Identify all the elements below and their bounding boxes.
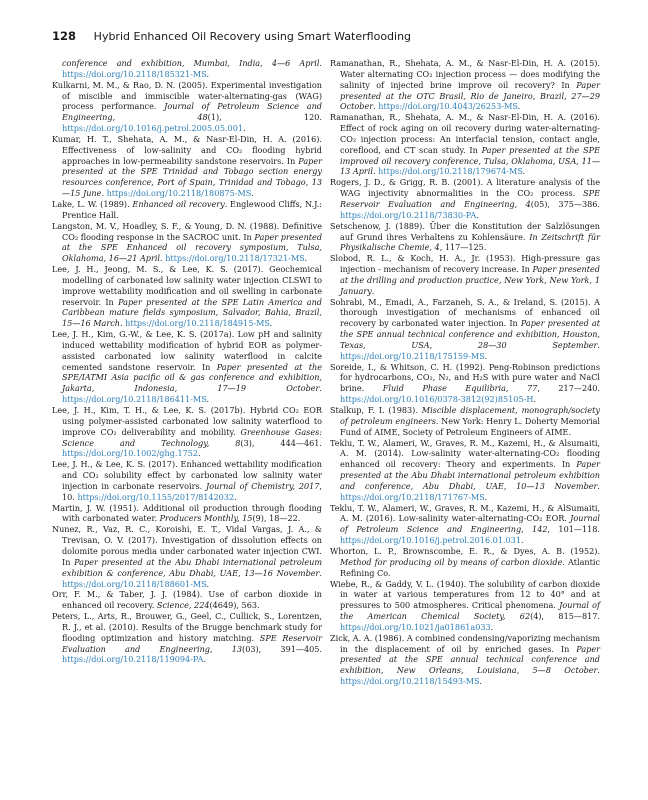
reference-text: . (533, 394, 536, 405)
reference-entry (52, 459, 322, 502)
reference-source: Paper presented at the SPE Enhanced oil recovery symposium, Tulsa, Oklahoma, 16—21 April (62, 231, 323, 264)
reference-text: . (120, 318, 126, 329)
reference-text: . (319, 383, 322, 394)
reference-text: Kulkarni, M. M., & Rao, D. N. (2005). Experimental investigation of miscible and immiscible water-alternating-gas (WAG) process performance. (52, 79, 322, 112)
reference-text: . (373, 101, 379, 112)
reference-text: . (597, 480, 600, 491)
reference-text: . (206, 394, 210, 405)
reference-text: Lee, J. H., & Lee, K. S. (2017). Enhanced wettability modification and CO₂ solubility effect by carbonated low salinity water injection in carbonate reservoirs. (52, 459, 322, 491)
reference-entry (330, 362, 600, 405)
references-right-column (330, 58, 600, 687)
reference-source: Paper presented at the SPE annual technical conference and exhibition, Houston, Texas, USA, 28—30 September (340, 318, 600, 350)
reference-entry (330, 546, 600, 579)
reference-entry (330, 503, 600, 546)
reference-text: Kumar, H. T., Shehata, A. M., & Nasr-El-Din, H. A. (2016). Effectiveness of low-salinity and CO₂ flooding hybrid approaches in low-permeability sandstone reservoirs. In (52, 133, 322, 166)
book-title: Hybrid Enhanced Oil Recovery using Smart Waterflooding (93, 30, 412, 43)
reference-text: . (522, 166, 526, 177)
reference-source: Paper presented at the drilling and production practice, New York, New York, 1 January (340, 264, 600, 296)
reference-source: In Zeitschrift für Physikalische Chemie, 4 (340, 231, 600, 253)
reference-text: (03), 391—405. (242, 643, 322, 654)
reference-source: Greenhouse Gases: Science and Technology, 8 (62, 426, 322, 448)
reference-source: Miscible displacement, monograph/society of petroleum engineers (340, 405, 601, 426)
reference-text: (3), 444—461. (240, 437, 322, 448)
doi-link[interactable]: https://doi.org/10.1002/ghg.1752 (62, 448, 199, 459)
reference-entry (330, 405, 600, 438)
reference-text: Ramanathan, R., Shehata, A. M., & Nasr-El-Din, H. A. (2016). Effect of rock aging on oil recovery during water-alternating-CO₂ injection process: An interfacial tension, contact angle, coreflood, and CT scan study. In (330, 112, 600, 155)
reference-source: Journal of the American Chemical Society, 62 (340, 600, 600, 622)
reference-entry (330, 633, 600, 687)
reference-text: . (251, 188, 254, 199)
reference-source: Paper presented at the OTC Brasil, Rio de Janeiro, Brazil, 27—29 October (340, 79, 600, 112)
doi-link[interactable]: https://doi.org/10.4043/26253-MS (378, 101, 518, 112)
doi-link[interactable]: https://doi.org/10.1016/0378-3812(92)85105-H (340, 394, 534, 405)
reference-text: . (304, 253, 308, 264)
reference-text: Teklu, T. W., Alameri, W., Graves, R. M., Kazemi, H., & Alsumaiti, A. M. (2014). Low-salinity water-alternating-CO₂ flooding enhanced oil recovery: Theory and experiments. In (330, 437, 600, 470)
doi-link[interactable]: https://doi.org/10.2118/180875-MS (106, 188, 252, 199)
reference-text: Soreide, I., & Whitson, C. H. (1992). Peng-Robinson predictions for hydrocarbons, CO₂, N₂, and H₂S with pure water and NaCl brine. (330, 361, 600, 394)
reference-text: Martin, J. W. (1951). Additional oil production through flooding with carbonated water. (52, 502, 322, 524)
reference-entry (52, 221, 322, 264)
reference-text: . (476, 209, 479, 220)
reference-source: SPE Reservoir Evaluation and Engineering, 4 (340, 188, 600, 209)
reference-text: , 101—118. (547, 524, 600, 535)
reference-text: Lee, J. H., Jeong, M. S., & Lee, K. S. (2017). Geochemical modelling of carbonated low salinity water injection CLSWI to improve wettability modification and oil swelling in carbonate reservoir. In (52, 264, 322, 307)
doi-link[interactable]: https://doi.org/10.2118/185321-MS (62, 68, 207, 79)
doi-link[interactable]: https://doi.org/10.1016/j.petrol.2005.05.001 (62, 123, 243, 134)
page-number: 128 (52, 29, 77, 43)
reference-text: Lee, J. H., Kim, T. H., & Lee, K. S. (2017b). Hybrid CO₂ EOR using polymer-assisted carbonated low salinity waterflood to improve CO₂ deliverability and mobility. (52, 405, 322, 437)
reference-text: Orr, F. M., & Taber, J. J. (1984). Use of carbon dioxide in enhanced oil recovery. (52, 589, 322, 611)
reference-text: . (243, 123, 246, 134)
reference-text: . (372, 166, 379, 177)
reference-source: Paper presented at the SPE Trinidad and Tobago section energy resources conference, Port of Spain, Trinidad and Tobago, 13—15 June (62, 155, 322, 199)
reference-text: , 10. (62, 480, 322, 502)
reference-entry (52, 503, 322, 525)
reference-text: (4), 815—817. (530, 611, 600, 622)
reference-entry (330, 177, 600, 220)
reference-entry (52, 589, 322, 611)
reference-text: Zick, A. A. (1986). A combined condensing/vaporizing mechanism in the displacement of oil by enriched gases. In (330, 632, 600, 654)
reference-entry (52, 611, 322, 665)
reference-text: . (206, 68, 210, 79)
reference-text: Slobod, R. L., & Koch, H. A., Jr. (1953). High-pressure gas injection - mechanism of recovery increase. In (330, 253, 600, 275)
reference-entry (52, 264, 322, 329)
reference-source: Paper presented at the SPE Latin America and Caribbean mature fields symposium, Salvador, Bahia, Brazil, 15—16 March (62, 296, 322, 329)
reference-source: SPE Reservoir Evaluation and Engineering, 13 (62, 632, 322, 654)
reference-entry (330, 253, 600, 296)
reference-text: . (206, 578, 210, 589)
reference-text: Nunez, R., Vaz, R. C., Koroishi, E. T., Vidal Vargas, J. A., & Trevisan, O. V. (2017). Investigation of dissolution effects on dolomite porous media under carbonated water injection CWI. In (52, 524, 322, 567)
doi-link[interactable]: https://doi.org/10.2118/17321-MS (165, 253, 305, 264)
reference-text: (9), 18—22. (252, 513, 301, 524)
reference-text: . (319, 567, 322, 578)
reference-text: . (371, 285, 375, 296)
reference-text: . (484, 350, 488, 361)
reference-source: Journal of Petroleum Science and Engineering, 142 (340, 513, 600, 535)
reference-text: (05), 375—386. (530, 198, 600, 209)
doi-link[interactable]: https://doi.org/10.1155/2017/8142032 (77, 491, 235, 502)
reference-source: Journal of Chemistry, 2017 (205, 480, 320, 491)
reference-text: . (269, 318, 273, 329)
reference-text: . (484, 491, 488, 502)
doi-link[interactable]: https://doi.org/10.2118/179674-MS (378, 166, 523, 177)
reference-text: . (101, 188, 107, 199)
reference-entry (330, 297, 600, 362)
reference-text: . (517, 101, 521, 112)
reference-text: , 117—125. (439, 242, 487, 253)
reference-text: (4649), 563. (209, 600, 260, 611)
page-header (52, 29, 612, 45)
reference-entry (52, 58, 322, 80)
doi-link[interactable]: https://doi.org/10.2118/188601-MS (62, 578, 207, 589)
reference-text: Peters, L., Arts, R., Brouwer, G., Geel, C., Cullick, S., Lorentzen, R. J., et al. (2010). Results of the Brugge benchmark study for flooding optimization and history matching. (52, 611, 322, 643)
reference-text: Whorton, L. P., Brownscombe, E. R., & Dyes, A. B. (1952). (330, 545, 600, 556)
doi-link[interactable]: https://doi.org/10.1021/ja01861a033 (340, 621, 491, 632)
reference-entry (330, 112, 600, 177)
reference-text: . (479, 676, 482, 687)
reference-text: . (521, 535, 524, 546)
doi-link[interactable]: https://doi.org/10.2118/119094-PA (62, 654, 204, 665)
reference-entry (52, 199, 322, 221)
doi-link[interactable]: https://doi.org/10.2118/186411-MS (62, 394, 207, 405)
reference-text: . Englewood Cliffs, N.J.: Prentice Hall. (62, 198, 322, 220)
reference-entry (52, 329, 322, 405)
doi-link[interactable]: https://doi.org/10.2118/175159-MS (340, 350, 485, 361)
reference-source: Method for producing oil by means of carbon dioxide (340, 556, 563, 567)
reference-text: Sohrabi, M., Emadi, A., Farzaneh, S. A., & Ireland, S. (2015). A thorough investigation of mechanisms of enhanced oil recovery by carbonated water injection. In (330, 296, 600, 329)
reference-text: . (490, 621, 494, 632)
reference-source: Paper presented at the SPE annual technical conference and exhibition, New Orleans, Louisiana, 5—8 October (340, 643, 600, 676)
reference-text: . (597, 339, 600, 350)
reference-text: (1), 120. (207, 112, 322, 123)
reference-text: , 217—240. (537, 383, 600, 394)
reference-entry (52, 524, 322, 589)
reference-source: Paper presented at the Abu Dhabi international petroleum exhibition & conference, Abu Dhabi, UAE, 13—16 November (62, 556, 323, 578)
reference-source: Paper presented at the SPE improved oil recovery conference, Tulsa, Oklahoma, USA, 11—13 April (340, 144, 600, 177)
reference-entry (330, 221, 600, 254)
reference-source: Enhanced oil recovery (132, 198, 225, 209)
reference-source: Paper presented at the SPE/IATMI Asia pacific oil & gas conference and exhibition, Jakarta, Indonesia, 17—19 October (62, 361, 322, 394)
doi-link[interactable]: https://doi.org/10.1016/j.petrol.2016.01.031 (340, 535, 521, 546)
reference-text: Lake, L. W. (1989). (52, 198, 133, 209)
reference-entry (330, 579, 600, 633)
reference-text: . Atlantic Refining Co. (340, 556, 600, 578)
reference-text: . New York: Henry L. Doherty Memorial Fund of AIME, Society of Petroleum Engineers of AIME. (340, 415, 600, 437)
references-left-column (52, 58, 322, 665)
doi-link[interactable]: https://doi.org/10.2118/184915-MS (125, 318, 270, 329)
reference-entry (330, 58, 600, 112)
reference-text: . (198, 448, 201, 459)
doi-link[interactable]: https://doi.org/10.2118/15493-MS (340, 676, 480, 687)
reference-entry (52, 134, 322, 199)
reference-text: . (160, 253, 166, 264)
reference-text: Stalkup, F. I. (1983). (330, 405, 422, 415)
reference-source: Paper presented at the Abu Dhabi international petroleum exhibition and conference, Abu Dhabi, UAE, 10—13 November (340, 459, 600, 491)
reference-text: Wiebe, R., & Gaddy, V. L. (1940). The solubility of carbon dioxide in water at various temperatures from 12 to 40° and at pressures to 500 atmospheres. Critical phenomena. (330, 578, 600, 611)
reference-source: conference and exhibition, Mumbai, India, 4—6 April. (62, 58, 322, 68)
reference-text: Rogers, J. D., & Grigg, R. B. (2001). A literature analysis of the WAG injectivity abnormalities in the CO₂ process. (330, 177, 600, 199)
reference-source: Science, 224 (156, 600, 210, 611)
reference-text: . (203, 654, 207, 665)
reference-source: Fluid Phase Equilibria, 77 (382, 383, 538, 394)
reference-source: Journal of Petroleum Science and Engineering, 48 (62, 101, 322, 123)
doi-link[interactable]: https://doi.org/10.2118/171767-MS (340, 491, 485, 502)
reference-text: Langston, M. V., Hoadley, S. F., & Young, D. N. (1988). Definitive CO₂ flooding response in the SACROC unit. In (52, 220, 322, 242)
reference-entry (52, 80, 322, 134)
reference-source: Producers Monthly, 15 (159, 513, 253, 524)
reference-text: Lee, J. H., Kim, G.-W., & Lee, K. S. (2017a). Low pH and salinity induced wettability modification of hybrid EOR as polymer-assisted carbonated low salinity waterflood in calcite cemented sandstone reservoir. In (52, 329, 322, 372)
reference-text: . (234, 491, 237, 502)
reference-entry (52, 405, 322, 459)
reference-text: Teklu, T. W., Alameri, W., Graves, R. M., Kazemi, H., & AlSumaiti, A. M. (2016). Low-salinity water-alternating-CO₂ EOR. (330, 502, 600, 524)
reference-text: Setschenow, J. (1889). Über die Konstitution der Salzlösungen auf Grund ihres Verhaltens zu Kohlensäure. (330, 220, 600, 242)
reference-text: . (597, 665, 600, 676)
reference-text: Ramanathan, R., Shehata, A. M., & Nasr-El-Din, H. A. (2015). Water alternating CO₂ injection process — does modifying the salinity of injected brine improve oil recovery? In (330, 58, 600, 90)
reference-entry (330, 438, 600, 503)
doi-link[interactable]: https://doi.org/10.2118/73830-PA (340, 209, 477, 220)
